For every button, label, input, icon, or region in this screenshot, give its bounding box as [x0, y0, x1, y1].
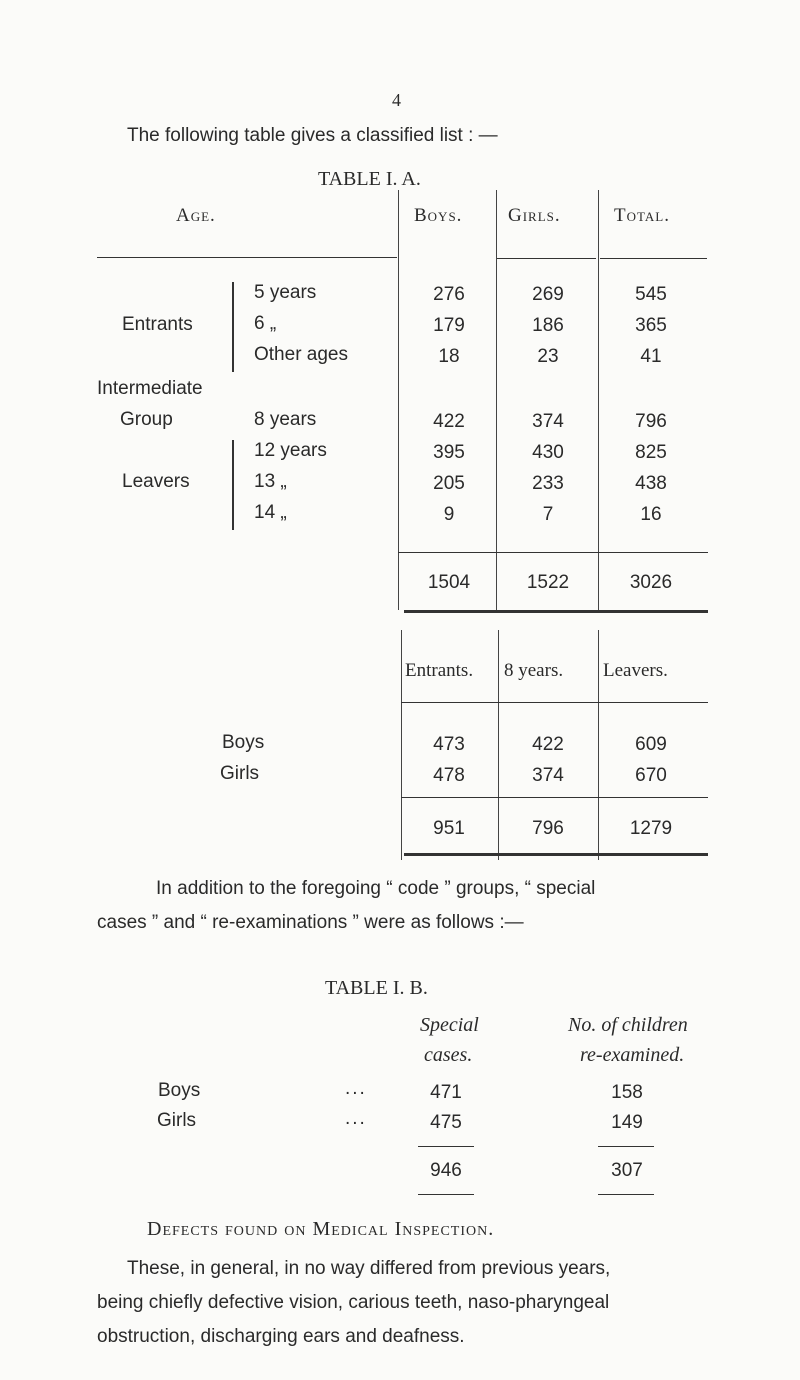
- row-boys: 276: [433, 284, 465, 305]
- total-girls: 1522: [526, 572, 570, 593]
- sub-row-leavers: 670: [635, 765, 667, 786]
- sub-row-label-boys: Boys: [222, 732, 265, 753]
- table-b-rule-special: [418, 1146, 474, 1147]
- group-intermediate-group: Group: [120, 409, 173, 430]
- header-rule: [97, 257, 397, 258]
- group-entrants: Entrants: [122, 314, 193, 335]
- paragraph-special-cases-line-1: In addition to the foregoing “ code ” groups, “ special: [156, 878, 596, 899]
- row-total: 438: [635, 473, 667, 494]
- table-b-total-reexamined: 307: [611, 1160, 643, 1181]
- row-total: 796: [635, 411, 667, 432]
- paragraph-defects-line-2: being chiefly defective vision, carious teeth, naso-pharyngeal: [97, 1292, 610, 1313]
- row-girls: 233: [532, 473, 564, 494]
- table-a-header-girls: Girls.: [508, 205, 561, 226]
- sub-row-label-girls: Girls: [220, 763, 260, 784]
- row-age: 13 „: [254, 471, 287, 492]
- row-boys: 422: [433, 411, 465, 432]
- table-a-header-total: Total.: [614, 205, 670, 226]
- sub-total-8-years: 796: [532, 818, 564, 839]
- leavers-brace: [232, 440, 234, 530]
- group-leavers: Leavers: [122, 471, 190, 492]
- row-age: Other ages: [254, 344, 348, 365]
- sub-col-divider-3: [598, 630, 599, 860]
- row-girls: 430: [532, 442, 564, 463]
- sub-totals-rule: [401, 797, 708, 798]
- intro-text: The following table gives a classified list : —: [127, 125, 498, 146]
- total-all: 3026: [629, 572, 673, 593]
- header-rule-total: [600, 258, 707, 259]
- table-b-reexamined: 158: [611, 1082, 643, 1103]
- table-b-header-special-1: Special: [420, 1014, 479, 1036]
- table-b-leader-dots: ...: [345, 1108, 367, 1129]
- totals-rule: [398, 552, 708, 553]
- table-b-header-reexamined-2: re-examined.: [580, 1044, 685, 1066]
- table-b-row-label-girls: Girls: [157, 1110, 197, 1131]
- table-a-header-boys: Boys.: [414, 205, 463, 226]
- sub-header-entrants: Entrants.: [405, 660, 474, 681]
- table-b-title: TABLE I. B.: [325, 977, 428, 999]
- total-boys: 1504: [427, 572, 471, 593]
- row-total: 365: [635, 315, 667, 336]
- sub-header-leavers: Leavers.: [603, 660, 668, 681]
- row-age: 6 „: [254, 313, 277, 334]
- table-b-end-rule-special: [418, 1194, 474, 1195]
- row-girls: 374: [532, 411, 564, 432]
- sub-row-entrants: 473: [433, 734, 465, 755]
- table-b-special: 471: [430, 1082, 462, 1103]
- table-b-row-label-boys: Boys: [158, 1080, 201, 1101]
- sub-row-8-years: 374: [532, 765, 564, 786]
- page-number: 4: [392, 90, 401, 110]
- paragraph-defects-line-1: These, in general, in no way differed from previous years,: [127, 1258, 611, 1279]
- row-boys: 18: [438, 346, 460, 367]
- table-b-total-special: 946: [430, 1160, 462, 1181]
- col-divider-1: [398, 190, 399, 610]
- row-girls: 186: [532, 315, 564, 336]
- table-b-reexamined: 149: [611, 1112, 643, 1133]
- sub-totals-double-rule: [404, 853, 708, 856]
- group-intermediate: Intermediate: [97, 378, 203, 399]
- table-b-special: 475: [430, 1112, 462, 1133]
- col-divider-2: [496, 190, 497, 610]
- row-total: 825: [635, 442, 667, 463]
- table-a-header-age: Age.: [176, 205, 216, 226]
- row-boys: 9: [443, 504, 455, 525]
- row-total: 545: [635, 284, 667, 305]
- col-divider-3: [598, 190, 599, 610]
- paragraph-special-cases-line-2: cases ” and “ re-examinations ” were as follows :—: [97, 912, 524, 933]
- row-age: 12 years: [254, 440, 327, 461]
- paragraph-defects-line-3: obstruction, discharging ears and deafness.: [97, 1326, 465, 1347]
- table-b-end-rule-reexamined: [598, 1194, 654, 1195]
- table-a-title: TABLE I. A.: [318, 168, 421, 190]
- table-b-header-reexamined-1: No. of children: [568, 1014, 688, 1036]
- row-boys: 205: [433, 473, 465, 494]
- row-girls: 269: [532, 284, 564, 305]
- row-boys: 179: [433, 315, 465, 336]
- row-age: 14 „: [254, 502, 287, 523]
- header-rule-girls: [496, 258, 596, 259]
- row-age: 5 years: [254, 282, 317, 303]
- row-total: 41: [640, 346, 662, 367]
- sub-col-divider-1: [401, 630, 402, 860]
- section-heading: Defects found on Medical Inspection.: [147, 1218, 495, 1240]
- sub-header-8-years: 8 years.: [504, 660, 564, 681]
- table-b-leader-dots: ...: [345, 1078, 367, 1099]
- totals-double-rule: [404, 610, 708, 613]
- row-total: 16: [640, 504, 662, 525]
- row-girls: 7: [542, 504, 554, 525]
- sub-total-leavers: 1279: [629, 818, 673, 839]
- sub-row-8-years: 422: [532, 734, 564, 755]
- entrants-brace: [232, 282, 234, 372]
- row-boys: 395: [433, 442, 465, 463]
- sub-row-leavers: 609: [635, 734, 667, 755]
- table-b-rule-reexamined: [598, 1146, 654, 1147]
- row-age: 8 years: [254, 409, 317, 430]
- sub-row-entrants: 478: [433, 765, 465, 786]
- sub-col-divider-2: [498, 630, 499, 860]
- sub-total-entrants: 951: [433, 818, 465, 839]
- table-b-header-special-2: cases.: [424, 1044, 473, 1066]
- sub-header-rule: [401, 702, 708, 703]
- row-girls: 23: [537, 346, 559, 367]
